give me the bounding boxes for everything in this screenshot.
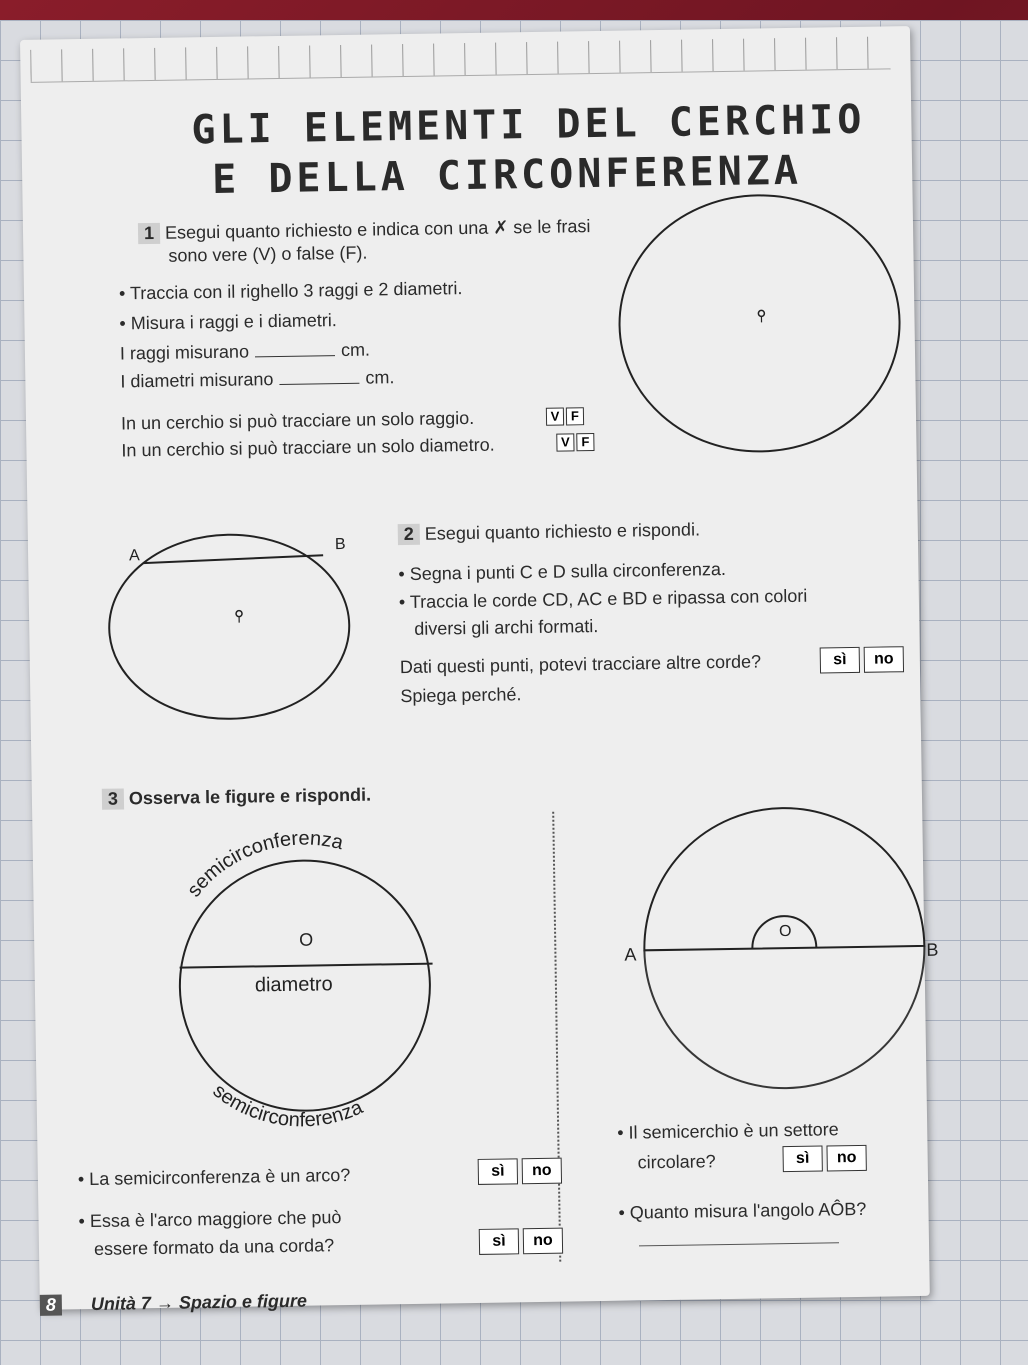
ex1-circle: [618, 193, 902, 453]
ex3-q4-answer-line[interactable]: [639, 1242, 839, 1246]
ex3-q1-no-box[interactable]: no: [522, 1158, 562, 1185]
page-number: 8: [40, 1294, 62, 1315]
ex1-center-point: [758, 310, 764, 316]
ex1-instruction: [138, 216, 591, 244]
column-separator: [552, 812, 561, 1262]
ex1-statement-1: [121, 408, 474, 435]
ex1-bullet-2: • Misura i raggi e i diametri.: [119, 310, 337, 334]
ex1-instruction-line1: Esegui quanto richiesto e indica con una ✗ se le frasi: [164, 216, 591, 243]
statement-2-f-box[interactable]: F: [576, 433, 594, 451]
raggi-answer-blank[interactable]: [255, 355, 335, 357]
ex1-bullet-2-text: Misura i raggi e i diametri.: [130, 310, 337, 334]
statement-1-v-box[interactable]: V: [546, 408, 564, 426]
ex3-left-center-label: O: [299, 929, 314, 950]
ex1-bullet-1: • Traccia con il righello 3 raggi e 2 diametri.: [118, 278, 463, 304]
raggi-label: I raggi misurano: [119, 341, 250, 364]
semicirconferenza-top-label: [182, 827, 347, 902]
ex2-instruction: [398, 519, 700, 545]
ex3-q4: • Quanto misura l'angolo AÔB?: [618, 1198, 867, 1223]
ex1-diametri-line: [120, 367, 394, 392]
title-line-2: E DELLA CIRCONFERENZA: [211, 147, 803, 203]
ex1-raggi-line: [120, 340, 370, 365]
ex2-question-2: Spiega perché.: [400, 684, 522, 707]
ex2-circle: [108, 533, 351, 721]
ex2-question: Dati questi punti, potevi tracciare altre corde?: [399, 651, 762, 678]
ex2-bullet-2-text: Traccia le corde CD, AC e BD e ripassa con colori: [409, 585, 808, 612]
ex2-instruction-text: Esegui quanto richiesto e rispondi.: [424, 519, 701, 544]
ex2-point-a: A: [128, 547, 140, 565]
ex1-circle-figure: [612, 186, 906, 461]
ex2-bullet-2b: diversi gli archi formati.: [414, 615, 599, 639]
ex1-number: 1: [138, 223, 160, 244]
ex3-q3-si-box[interactable]: sì: [782, 1146, 822, 1173]
ex3-q3: • Il semicerchio è un settore: [617, 1119, 839, 1143]
ex3-q3-line1: Il semicerchio è un settore: [628, 1119, 839, 1143]
ex1-statement-2: [121, 435, 494, 462]
ex3-q2-si-box[interactable]: sì: [479, 1228, 519, 1255]
ex3-diameter-label: diametro: [254, 973, 333, 997]
ex3-q2-si-no: [479, 1228, 567, 1255]
ex1-instruction-line2: sono vere (V) o false (F).: [168, 242, 368, 266]
ex2-point-b: B: [334, 535, 346, 554]
ex2-bullet-1-text: Segna i punti C e D sulla circonferenza.: [409, 558, 727, 584]
ex2-bullet-2: • Traccia le corde CD, AC e BD e ripassa con colori: [398, 585, 808, 613]
ex1-bullet-1-text: Traccia con il righello 3 raggi e 2 diametri.: [129, 278, 463, 304]
ex3-q3-line2: circolare?: [637, 1151, 716, 1173]
ex3-q3-no-box[interactable]: no: [826, 1145, 866, 1172]
ex3-q1-text: La semicirconferenza è un arco?: [89, 1164, 351, 1190]
ex2-chord-ab: [143, 555, 323, 563]
ex3-instruction: [102, 785, 371, 810]
ex2-bullet-1: • Segna i punti C e D sulla circonferenza.: [398, 558, 727, 585]
statement-1-text: In un cerchio si può tracciare un solo raggio.: [120, 407, 475, 434]
ex3-diameter-line: [180, 964, 433, 968]
ex2-si-no: [820, 646, 908, 673]
ex3-q2: • Essa è l'arco maggiore che può: [78, 1207, 342, 1232]
unit-title: Unità 7 → Spazio e figure: [90, 1290, 308, 1315]
ex3-q2-line2: essere formato da una corda?: [93, 1235, 335, 1259]
ex3-right-center-label: O: [778, 922, 792, 941]
diametri-label: I diametri misurano: [120, 369, 274, 392]
statement-2-text: In un cerchio si può tracciare un solo diametro.: [121, 434, 495, 461]
ex3-q1-si-no: [478, 1158, 566, 1185]
ex3-instruction-text: Osserva le figure e rispondi.: [128, 784, 372, 809]
statement-2-vf: [556, 433, 596, 452]
semi-top-text: semicirconferenza: [182, 827, 346, 902]
statement-2-v-box[interactable]: V: [556, 433, 574, 451]
ex2-number: 2: [398, 524, 420, 545]
ex2-si-box[interactable]: sì: [820, 647, 860, 674]
page-footer: [40, 1291, 307, 1316]
statement-1-f-box[interactable]: F: [566, 407, 584, 425]
ex2-circle-figure: [93, 515, 376, 719]
ex3-q3-si-no: [782, 1145, 870, 1172]
semi-bottom-text: semicirconferenza: [208, 1079, 367, 1132]
worksheet-page: [20, 26, 939, 1315]
statement-1-vf: [546, 407, 586, 426]
ex2-center-point: [236, 611, 242, 617]
semicirconferenza-bottom-label: [208, 1077, 367, 1132]
ex3-right-point-a: A: [624, 944, 637, 965]
raggi-unit: cm.: [340, 339, 371, 360]
ex3-right-figure: [602, 806, 937, 1111]
ex2-no-box[interactable]: no: [864, 646, 904, 673]
ex3-q2-no-box[interactable]: no: [523, 1228, 563, 1255]
diametri-answer-blank[interactable]: [279, 383, 359, 385]
top-tick-strip: [30, 36, 890, 83]
ex3-left-figure: [162, 823, 447, 1137]
ex3-q1-si-box[interactable]: sì: [478, 1158, 518, 1185]
ex3-q1: • La semicirconferenza è un arco?: [77, 1164, 351, 1190]
semicircle-lower: [644, 946, 926, 1090]
ex3-q2-line1: Essa è l'arco maggiore che può: [89, 1207, 342, 1232]
ex3-right-point-b: B: [926, 939, 939, 960]
ex3-q4-text: Quanto misura l'angolo AÔB?: [629, 1198, 867, 1223]
ex3-number: 3: [102, 788, 124, 809]
diametri-unit: cm.: [365, 367, 395, 388]
title-line-1: GLI ELEMENTI DEL CERCHIO: [191, 96, 866, 154]
